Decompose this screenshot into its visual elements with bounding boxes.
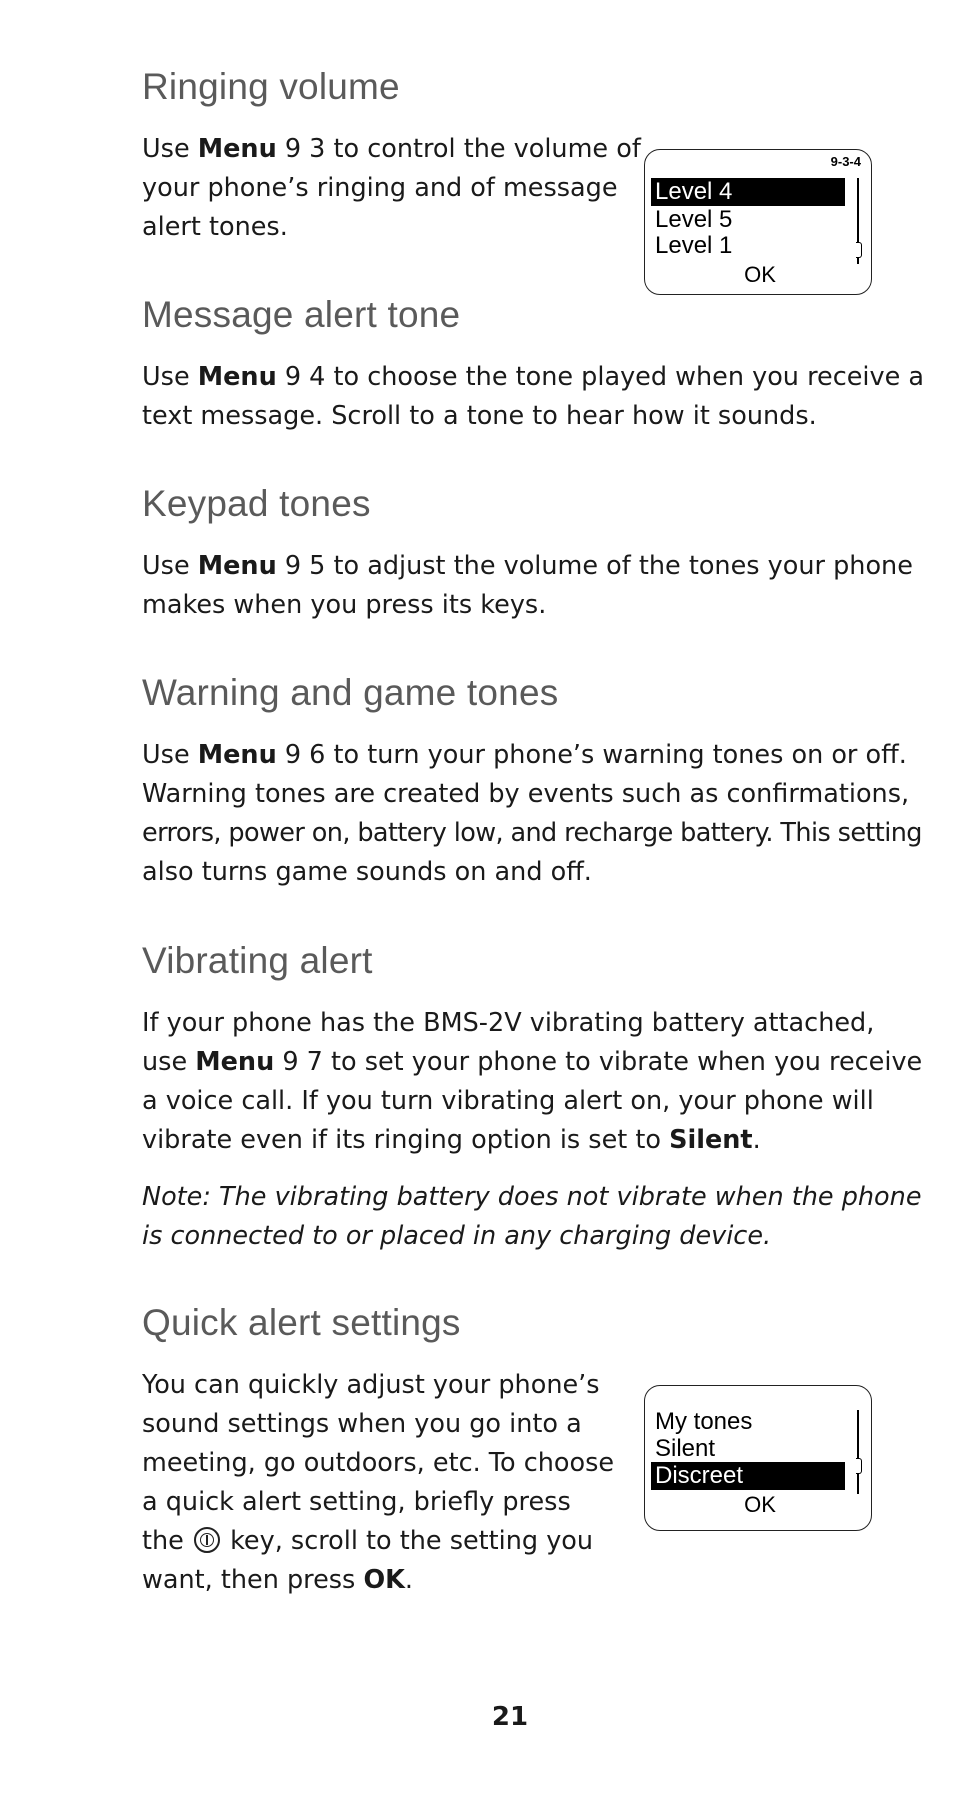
scrollbar — [857, 1410, 859, 1494]
quick-alert-option-selected[interactable]: Discreet — [651, 1462, 845, 1490]
volume-option-selected[interactable]: Level 4 — [651, 178, 845, 206]
silent-keyword: Silent — [669, 1125, 753, 1155]
ringing-volume-paragraph: Use Menu 9 3 to control the volume of your phone’s ringing and of message alert tones. — [142, 134, 641, 242]
keypad-tones-paragraph: Use Menu 9 5 to adjust the volume of the tones your phone makes when you press its keys. — [142, 551, 913, 620]
vibrating-alert-heading: Vibrating alert — [142, 940, 373, 981]
power-key-icon — [194, 1527, 220, 1553]
menu-path-code: 9-3-4 — [830, 154, 861, 169]
scroll-thumb — [856, 242, 862, 258]
quick-alert-screen — [644, 1385, 872, 1531]
menu-keyword: Menu — [197, 551, 277, 581]
warning-game-tones-paragraph: Use Menu 9 6 to turn your phone’s warning tones on or off. Warning tones are created by events such as confirmations, errors, power on, battery low, and recharge battery. This setting also turns game sounds on and off. — [142, 740, 922, 887]
quick-alert-settings-heading: Quick alert settings — [142, 1302, 461, 1343]
menu-keyword: Menu — [197, 740, 277, 770]
warning-game-tones-heading: Warning and game tones — [142, 672, 559, 713]
menu-keyword: Menu — [197, 362, 277, 392]
vibrating-note: Note: The vibrating battery does not vibrate when the phone is connected to or placed in any charging device. — [142, 1182, 922, 1251]
volume-option[interactable]: Level 1 — [655, 232, 733, 259]
volume-level-screen — [644, 149, 872, 295]
ok-softkey[interactable]: OK — [744, 262, 776, 287]
ok-softkey[interactable]: OK — [744, 1492, 776, 1517]
quick-alert-settings-paragraph: You can quickly adjust your phone’s sound settings when you go into a meeting, go outdoors, etc. To choose a quick alert setting, briefly press the key, scroll to the setting you want, then press OK. — [142, 1370, 615, 1595]
page-number: 21 — [491, 1702, 529, 1732]
message-alert-tone-paragraph: Use Menu 9 4 to choose the tone played when you receive a text message. Scroll to a tone to hear how it sounds. — [142, 362, 924, 431]
quick-alert-option[interactable]: Silent — [655, 1435, 716, 1462]
keypad-tones-heading: Keypad tones — [142, 483, 371, 524]
message-alert-tone-heading: Message alert tone — [142, 294, 461, 335]
vibrating-alert-paragraph: If your phone has the BMS-2V vibrating battery attached, use Menu 9 7 to set your phone to vibrate when you receive a voice call. If you turn vibrating alert on, your phone will vibrate even if its ringing option is set to Silent. — [142, 1008, 923, 1155]
menu-keyword: Menu — [197, 134, 277, 164]
volume-option[interactable]: Level 5 — [655, 206, 733, 233]
ok-keyword: OK — [363, 1565, 405, 1595]
quick-alert-option[interactable]: My tones — [655, 1408, 753, 1435]
scroll-thumb — [856, 1458, 862, 1474]
menu-keyword: Menu — [195, 1047, 275, 1077]
ringing-volume-heading: Ringing volume — [142, 66, 400, 107]
